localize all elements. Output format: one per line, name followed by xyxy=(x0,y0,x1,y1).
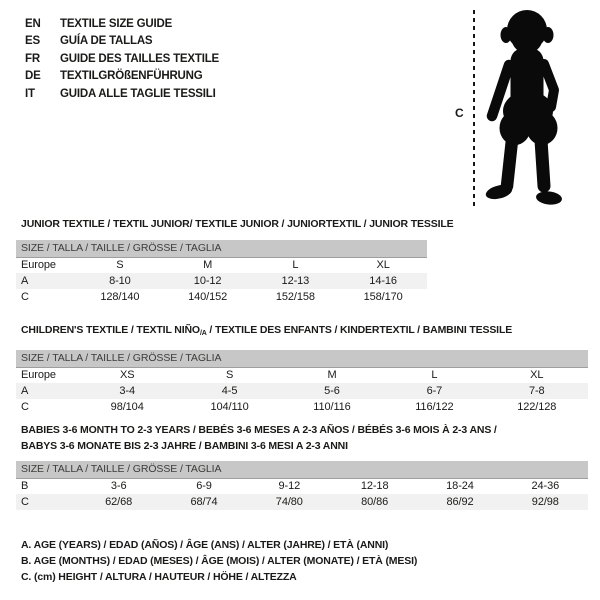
value-cell: 140/152 xyxy=(188,291,228,303)
size-cell: XL xyxy=(530,369,544,382)
row-label: A xyxy=(16,383,76,399)
children-size-table xyxy=(16,350,588,415)
lang-row-de xyxy=(25,68,219,86)
value-cell: 4-5 xyxy=(178,383,280,399)
lang-code: EN xyxy=(25,17,41,30)
row-label: C xyxy=(21,401,29,413)
table-row-europe xyxy=(16,367,588,383)
value-cell: 122/128 xyxy=(517,401,557,413)
size-cell: L xyxy=(431,369,438,382)
value-cell: 6-9 xyxy=(196,480,212,493)
lang-title: GUÍA DE TALLAS xyxy=(60,35,153,48)
value-cell: 68/74 xyxy=(161,494,246,510)
measure-c-label: C xyxy=(455,106,464,120)
size-cell: S xyxy=(116,259,124,272)
value-cell: 5-6 xyxy=(281,383,383,399)
height-measure-dashed-line xyxy=(473,10,475,207)
lang-code: IT xyxy=(25,87,35,100)
value-cell: 3-6 xyxy=(110,480,127,493)
lang-code: DE xyxy=(25,70,41,83)
value-cell: 3-4 xyxy=(76,383,178,399)
footnote-c: C. (cm) HEIGHT / ALTURA / HAUTEUR / HÖHE / ALTEZZA xyxy=(21,571,297,583)
value-cell: 7-8 xyxy=(486,383,588,399)
lang-row-en xyxy=(25,15,219,33)
title-line-1: BABIES 3-6 MONTH TO 2-3 YEARS / BEBÉS 3-6 MESES A 2-3 AÑOS / BÉBÉS 3-6 MOIS À 2-3 ANS / xyxy=(21,424,497,436)
babies-size-table xyxy=(16,461,588,510)
value-cell: 9-12 xyxy=(278,480,301,493)
size-header-bar: SIZE / TALLA / TAILLE / GRÖSSE / TAGLIA xyxy=(16,461,588,478)
value-cell: 158/170 xyxy=(363,291,403,303)
size-cell: L xyxy=(292,259,299,272)
lang-title: TEXTILE SIZE GUIDE xyxy=(60,17,173,30)
lang-code: FR xyxy=(25,52,40,65)
babies-table-title xyxy=(21,423,497,454)
lang-title: GUIDE DES TAILLES TEXTILE xyxy=(60,52,219,65)
value-cell: 152/158 xyxy=(275,291,315,303)
value-cell: 24-36 xyxy=(531,480,560,493)
table-row-months xyxy=(16,478,588,494)
value-cell: 74/80 xyxy=(247,494,332,510)
row-label: C xyxy=(21,291,29,303)
value-cell: 12-18 xyxy=(360,480,389,493)
value-cell: 98/104 xyxy=(110,401,144,413)
value-cell: 8-10 xyxy=(76,273,164,289)
lang-row-es xyxy=(25,33,219,51)
value-cell: 12-13 xyxy=(252,273,340,289)
lang-title: GUIDA ALLE TAGLIE TESSILI xyxy=(60,87,216,100)
footnote-list xyxy=(21,537,417,585)
value-cell: 6-7 xyxy=(383,383,485,399)
lang-title: TEXTILGRÖßENFÜHRUNG xyxy=(60,70,203,83)
table-row-height xyxy=(16,399,588,415)
value-cell: 14-16 xyxy=(339,273,427,289)
size-cell: XL xyxy=(376,259,390,272)
size-cell: M xyxy=(327,369,337,382)
value-cell: 110/116 xyxy=(313,401,351,413)
title-text: / TEXTILE DES ENFANTS / KINDERTEXTIL / BAMBINI TESSILE xyxy=(206,324,513,336)
value-cell: 80/86 xyxy=(332,494,417,510)
lang-row-fr xyxy=(25,50,219,68)
value-cell: 92/98 xyxy=(503,494,588,510)
size-header-bar: SIZE / TALLA / TAILLE / GRÖSSE / TAGLIA xyxy=(16,240,427,257)
table-row-europe xyxy=(16,257,427,273)
language-title-list xyxy=(25,15,219,103)
lang-code: ES xyxy=(25,35,40,48)
row-label: Europe xyxy=(21,259,56,272)
children-table-title xyxy=(21,323,512,342)
toddler-silhouette-image xyxy=(482,8,578,208)
value-cell: 116/122 xyxy=(415,401,454,413)
title-subscript: /A xyxy=(199,330,207,337)
value-cell: 10-12 xyxy=(164,273,252,289)
title-text: CHILDREN'S TEXTILE / TEXTIL NIÑO xyxy=(21,324,200,336)
footnote-b: B. AGE (MONTHS) / EDAD (MESES) / ÂGE (MOIS) / ALTER (MONATE) / ETÀ (MESI) xyxy=(21,555,418,567)
value-cell: 128/140 xyxy=(100,291,140,303)
table-row-height xyxy=(16,494,588,510)
size-cell: M xyxy=(203,259,213,272)
table-row-age xyxy=(16,383,588,399)
value-cell: 86/92 xyxy=(417,494,502,510)
row-label: C xyxy=(16,494,76,510)
row-label: A xyxy=(16,273,76,289)
lang-row-it xyxy=(25,85,219,103)
junior-table-title: JUNIOR TEXTILE / TEXTIL JUNIOR/ TEXTILE JUNIOR / JUNIORTEXTIL / JUNIOR TESSILE xyxy=(21,218,454,230)
size-cell: XS xyxy=(119,369,135,382)
value-cell: 62/68 xyxy=(76,494,161,510)
junior-size-table xyxy=(16,240,427,305)
value-cell: 104/110 xyxy=(210,401,249,413)
size-header-bar: SIZE / TALLA / TAILLE / GRÖSSE / TAGLIA xyxy=(16,350,588,367)
table-row-age xyxy=(16,273,427,289)
value-cell: 18-24 xyxy=(446,480,474,493)
footnote-a: A. AGE (YEARS) / EDAD (AÑOS) / ÂGE (ANS) / ALTER (JAHRE) / ETÀ (ANNI) xyxy=(21,539,389,551)
title-line-2: BABYS 3-6 MONATE BIS 2-3 JAHRE / BAMBINI 3-6 MESI A 2-3 ANNI xyxy=(21,439,348,452)
table-row-height xyxy=(16,289,427,305)
size-cell: S xyxy=(225,369,234,382)
row-label: Europe xyxy=(21,369,56,382)
row-label: B xyxy=(21,480,29,493)
